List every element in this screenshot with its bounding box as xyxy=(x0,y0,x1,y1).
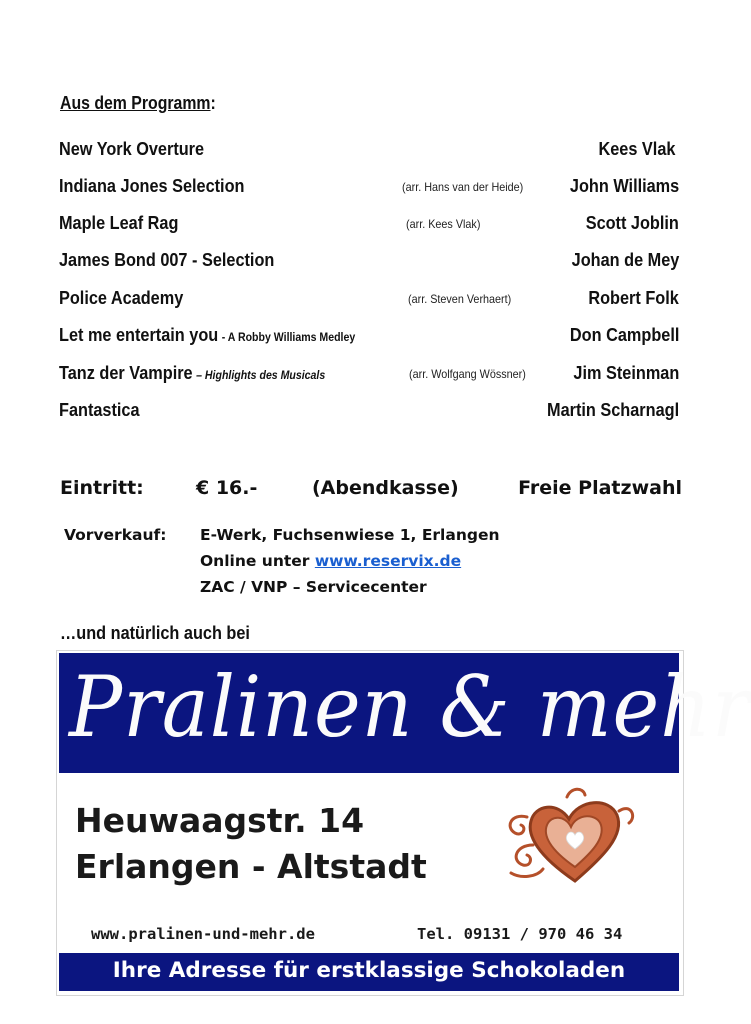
presale-line3: ZAC / VNP – Servicecenter xyxy=(200,578,427,596)
admission-label: Eintritt: xyxy=(60,477,144,499)
presale-line1: E-Werk, Fuchsenwiese 1, Erlangen xyxy=(200,526,500,544)
ad-tagline: Ihre Adresse für erstklassige Schokoladen xyxy=(112,958,626,983)
program-item-title: Indiana Jones Selection xyxy=(59,175,245,196)
presale-line2-prefix: Online unter xyxy=(200,552,310,570)
program-item-title-text: Let me entertain you xyxy=(59,324,219,345)
program-item xyxy=(59,362,679,386)
program-item-composer: John Williams xyxy=(569,175,679,196)
program-item-title: New York Overture xyxy=(59,138,205,159)
ad-tagline-strip xyxy=(59,953,679,991)
program-item-title: Police Academy xyxy=(59,287,184,308)
program-item xyxy=(59,324,679,348)
program-item-title: James Bond 007 - Selection xyxy=(59,249,275,270)
program-item xyxy=(59,399,679,423)
program-item-composer: Don Campbell xyxy=(569,324,679,345)
presale-line2 xyxy=(200,552,461,570)
program-item xyxy=(59,249,679,273)
program-item-title xyxy=(59,324,355,346)
program-item-subtitle: - A Robby Williams Medley xyxy=(221,330,356,344)
program-item xyxy=(59,138,679,162)
program-item-title xyxy=(59,362,325,384)
also-at-text: …und natürlich auch bei xyxy=(60,622,250,643)
ad-street: Heuwaagstr. 14 xyxy=(75,801,365,840)
program-item-composer: Scott Joblin xyxy=(585,212,679,233)
admission-price: € 16.- xyxy=(196,477,258,499)
program-item-composer: Jim Steinman xyxy=(573,362,679,383)
program-item-title: Fantastica xyxy=(59,399,140,420)
program-item-composer: Kees Vlak xyxy=(598,138,675,159)
program-item xyxy=(59,212,679,236)
program-item-arranger: (arr. Hans van der Heide) xyxy=(402,180,524,194)
ad-shop-name: Pralinen & mehr xyxy=(69,658,751,756)
program-item-composer: Johan de Mey xyxy=(571,249,679,270)
reservix-link[interactable]: www.reservix.de xyxy=(314,552,462,570)
program-item-arranger: (arr. Steven Verhaert) xyxy=(408,292,512,306)
program-item-title-text: Tanz der Vampire xyxy=(59,362,193,383)
program-item-subtitle: – Highlights des Musicals xyxy=(196,368,326,382)
program-heading-text: Aus dem Programm xyxy=(60,93,211,113)
program-item-title: Maple Leaf Rag xyxy=(59,212,179,233)
program-item-arranger: (arr. Kees Vlak) xyxy=(406,217,481,231)
program-item-composer: Robert Folk xyxy=(588,287,679,308)
admission-note: (Abendkasse) xyxy=(312,477,459,499)
program-heading-colon: : xyxy=(210,93,216,113)
ad-website: www.pralinen-und-mehr.de xyxy=(91,925,315,943)
program-item-arranger: (arr. Wolfgang Wössner) xyxy=(409,367,526,381)
ad-city: Erlangen - Altstadt xyxy=(75,847,427,886)
presale-label: Vorverkauf: xyxy=(64,526,167,544)
ad-phone: Tel. 09131 / 970 46 34 xyxy=(417,925,623,943)
pralinen-ad xyxy=(56,650,751,996)
admission-seating: Freie Platzwahl xyxy=(518,477,682,499)
ad-banner xyxy=(59,653,751,773)
program-item-composer: Martin Scharnagl xyxy=(546,399,679,420)
heart-ornament-icon xyxy=(497,783,637,895)
program-item xyxy=(59,287,679,311)
program-item xyxy=(59,175,679,199)
program-heading xyxy=(60,93,216,114)
